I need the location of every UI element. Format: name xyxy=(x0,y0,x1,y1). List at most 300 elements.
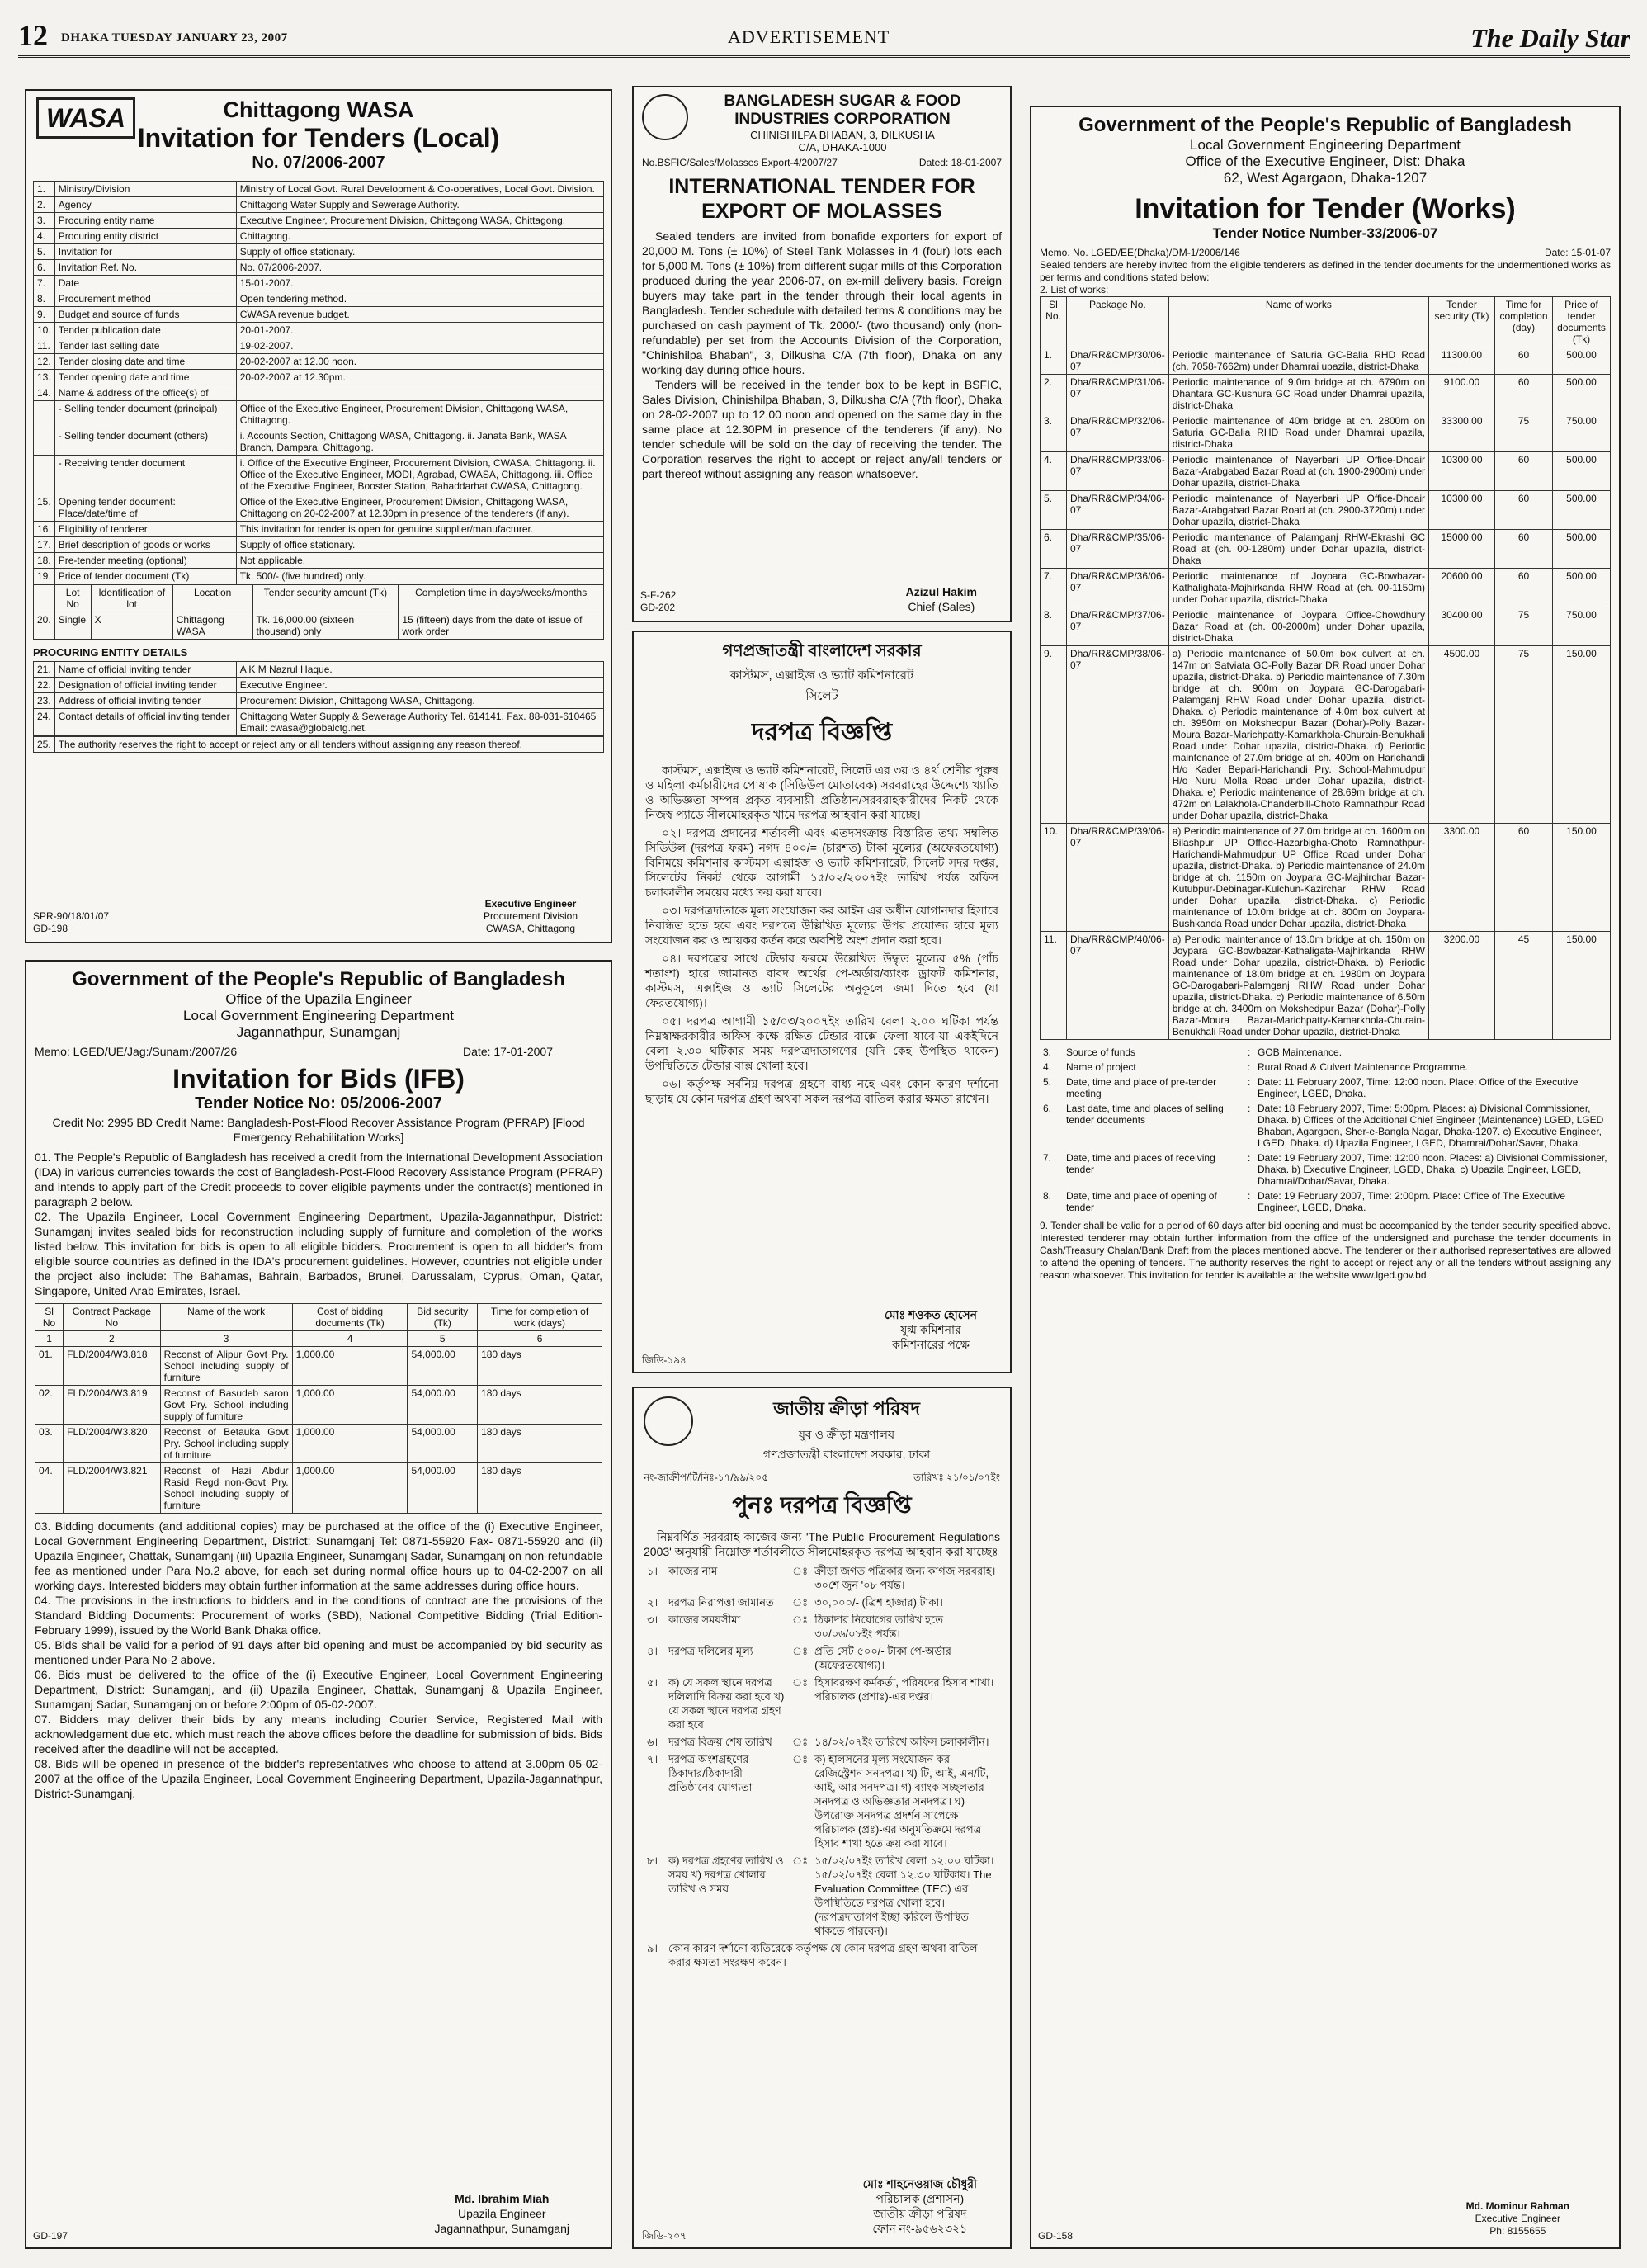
table-cell: 3300.00 xyxy=(1429,824,1495,932)
table-cell: 1,000.00 xyxy=(292,1425,408,1463)
row-label: Designation of official inviting tender xyxy=(54,678,236,693)
ifb-paragraph: 04. The provisions in the instructions to bidders and in the conditions of contract are the provisions of the Standard Bidding Documents: Procurement of works (SBD), National Competitive Bidding (Trial Edition-February 1999), issued by the World Bank Dhaka office. xyxy=(35,1594,602,1637)
row-label: Invitation for xyxy=(54,244,236,260)
row-value: No. 07/2006-2007. xyxy=(236,260,603,276)
wasa-code-2: GD-198 xyxy=(33,923,68,934)
table-row xyxy=(34,276,604,291)
nsc-sig-phone: ফোন নং-৯৫৬২৩২১ xyxy=(872,2222,968,2235)
ifb-signature xyxy=(435,2191,569,2236)
table-row xyxy=(1041,530,1611,569)
table-cell: ১৫/০২/০৭ইং তারিখ বেলা ১২.০০ ঘটিকা। ১৫/০২/০৭ইং বেলা ১২.৩০ ঘটিকায়। The Evaluation Committee (TEC) এর উপস্থিতিতে দরপত্র খোলা হবে। (দরপত্রদাতাগণ ইচ্ছা করিলে উপস্থিত থাকতে পারবেন)। xyxy=(814,1855,994,1937)
table-row xyxy=(644,1562,1000,1594)
bsfic-ref: No.BSFIC/Sales/Molasses Export-4/2007/27 xyxy=(642,157,838,168)
table-cell: Dha/RR&CMP/38/06-07 xyxy=(1067,646,1169,824)
column-number: 2 xyxy=(64,1331,161,1347)
table-cell: ঃ xyxy=(792,1753,809,1765)
table-row xyxy=(34,338,604,354)
bsfic-code-1: S-F-262 xyxy=(640,589,677,601)
lot-cell: Chittagong WASA xyxy=(172,612,252,640)
column-header: Tender security (Tk) xyxy=(1429,297,1495,347)
row-label: Tender closing date and time xyxy=(54,354,236,370)
table-cell: ৩০,০০০/- (ত্রিশ হাজার) টাকা। xyxy=(814,1596,943,1609)
table-row xyxy=(1040,1151,1611,1188)
table-row xyxy=(644,1642,1000,1674)
table-cell: 1,000.00 xyxy=(292,1386,408,1425)
table-row xyxy=(1040,1060,1611,1075)
info-cell: : xyxy=(1248,1076,1251,1088)
info-cell: : xyxy=(1248,1103,1251,1114)
lged-gov: Government of the People's Republic of Bangladesh xyxy=(1078,114,1572,136)
lged-dept: Local Government Engineering Department xyxy=(1190,137,1461,153)
table-row xyxy=(34,401,604,428)
wasa-codes xyxy=(33,910,109,935)
table-cell: 54,000.00 xyxy=(408,1463,478,1514)
lged-office: Office of the Executive Engineer, Dist: Dhaka xyxy=(1185,154,1465,169)
table-row xyxy=(34,569,604,584)
row-value: Not applicable. xyxy=(236,553,603,569)
ifb-sig-title: Upazila Engineer xyxy=(457,2207,546,2220)
info-cell: Date: 18 February 2007, Time: 5:00pm. Places: a) Divisional Commissioner, Dhaka. b) Offices of the Additional Chief Engineer (Maintenance) LGED, LGED Bhaban, Agargaon, Sher-e-Bangla Nagar, Dhaka-1207. c) Executive Engineer, LGED, Dhaka. d) Upazila Engineer, LGED, Dhamrai/Dohar/Savar, Dhaka. xyxy=(1258,1103,1604,1149)
row-label: Name & address of the office(s) of xyxy=(54,385,236,401)
table-cell: 4. xyxy=(1041,452,1067,491)
lot-cell: Single xyxy=(54,612,91,640)
table-cell: Dha/RR&CMP/35/06-07 xyxy=(1067,530,1169,569)
customs-sig-title: যুগ্ম কমিশনার xyxy=(900,1323,961,1336)
row-value: Executive Engineer. xyxy=(236,678,603,693)
table-cell: 11300.00 xyxy=(1429,347,1495,375)
table-cell: Dha/RR&CMP/34/06-07 xyxy=(1067,491,1169,530)
ifb-paragraphs xyxy=(35,1519,602,1801)
table-cell: ৩। xyxy=(647,1614,658,1626)
row-label: Procuring entity name xyxy=(54,213,236,229)
row-value: i. Office of the Executive Engineer, Procurement Division, CWASA, Chittagong. ii. Office of the Executive Engineer, MODI, Agrabad, CWASA, Chittagong. iii. Office of the Executive Engineer, Booster Station, Bahaddarhat CWASA, Chittagong. xyxy=(236,456,603,494)
table-cell: 60 xyxy=(1495,491,1553,530)
table-cell: Periodic maintenance of Palamganj RHW-Ekrashi GC Road at (ch. 00-1280m) under Dohar upazila, district-Dhaka xyxy=(1168,530,1428,569)
table-cell: 4500.00 xyxy=(1429,646,1495,824)
row-number: 18. xyxy=(34,553,55,569)
column-number: 3 xyxy=(160,1331,292,1347)
wasa-lot-table xyxy=(33,584,604,640)
row-value: Office of the Executive Engineer, Procurement Division, Chittagong WASA, Chittagong on 20-02-2007 at 12.30pm in presence of the tenderers (if any). xyxy=(236,494,603,522)
table-cell: কাজের সময়সীমা xyxy=(668,1614,741,1626)
ifb-paragraph: 06. Bids must be delivered to the office of the (i) Executive Engineer, Local Government Engineering Department, District: Sunamganj, and (ii) Upazila Engineer, Chattak, Sunamganj & Upazila Engineer, Sunamganj Sadar, Sunamganj on or before 2:00pm of 05-02-2007. xyxy=(35,1668,602,1711)
wasa-signature xyxy=(484,898,578,935)
customs-title: দরপত্র বিজ্ঞপ্তি xyxy=(751,719,893,746)
info-cell: Date: 11 February 2007, Time: 12:00 noon. Place: Office of the Executive Engineer, LGED, Dhaka. xyxy=(1258,1076,1579,1099)
nsc-ad xyxy=(632,1387,1012,2249)
lot-header: Tender security amount (Tk) xyxy=(252,585,399,612)
table-cell: 3200.00 xyxy=(1429,932,1495,1040)
table-row xyxy=(34,537,604,553)
bsfic-name-2: INDUSTRIES CORPORATION xyxy=(734,111,951,128)
row-value: CWASA revenue budget. xyxy=(236,307,603,323)
table-cell: Reconst of Alipur Govt Pry. School including supply of furniture xyxy=(160,1347,292,1386)
wasa-entity-header: PROCURING ENTITY DETAILS xyxy=(33,646,188,659)
row-number xyxy=(34,456,55,494)
lged-list-label: 2. List of works: xyxy=(1040,284,1109,295)
row-number: 16. xyxy=(34,522,55,537)
table-cell: 60 xyxy=(1495,452,1553,491)
lged-para-9: 9. Tender shall be valid for a period of 60 days after bid opening and must be accompanied by the tender security specified above. Interested tenderer may obtain further information from the office of the undersigned and purchase the tender documents in Cash/Treasury Chalan/Bank Draft from the places mentioned above. The tenderer or their authorised representatives are allowed to attend the opening of tenders. The authority reserves the right to accept or reject any or all the tenders without assigning any reason whatsoever. This invitation for tender is available at the website www.lged.gov.bd xyxy=(1040,1220,1611,1281)
table-row xyxy=(644,1751,1000,1852)
row-number: 4. xyxy=(34,229,55,244)
table-cell: হিসাবরক্ষণ কর্মকর্তা, পরিষদের হিসাব শাখা। পরিচালক (প্রশাঃ)-এর দপ্তর। xyxy=(814,1676,994,1703)
ifb-para-1: 01. The People's Republic of Bangladesh has received a credit from the International Development Association (IDA) in various currencies towards the cost of Bangladesh-Post-Flood Recovery Assistance Program (PFRAP) and intends to apply part of the Credit proceeds to cover eligible payments under the contract(s) mentioned in paragraph 2 below. xyxy=(35,1151,602,1208)
wasa-title: Chittagong WASA xyxy=(223,97,414,122)
row-number: 23. xyxy=(34,693,55,709)
ifb-credit: Credit No: 2995 BD Credit Name: Bangladesh-Post-Flood Recover Assistance Program (PFRAP) [Flood Emergency Rehabilitation Works] xyxy=(52,1116,585,1144)
wasa-tender-ad xyxy=(25,89,612,943)
column-header: Name of the work xyxy=(160,1304,292,1331)
table-cell: 500.00 xyxy=(1553,569,1611,607)
lged-intro: Sealed tenders are hereby invited from the eligible tenderers as defined in the tender documents for the undermentioned works as per terms and conditions stated below: xyxy=(1040,259,1611,283)
lged-memo-line xyxy=(1040,247,1611,259)
ifb-paragraph: 05. Bids shall be valid for a period of 91 days after bid opening and must be accompanied by bid security as mentioned under Para No-2 above. xyxy=(35,1638,602,1666)
row-value: A K M Nazrul Haque. xyxy=(236,662,603,678)
bsfic-para-1: Sealed tenders are invited from bonafide exporters for export of 20,000 M. Tons (± 10%) of Steel Tank Molasses in 4 (four) lots each for 5,000 M. Tons (± 10%) from different sugar mills of this Corporation produced during the year 2006-07, on ex-mill delivery basis. Foreign buyers may take part in the tender through their local agents in Bangladesh. Tender schedule with detailed terms & conditions may be purchased on cash payment of Tk. 2000/- (two thousand) only (non-refundable) per set from the Accounts Division of the Corporation, "Chinishilpa Bhaban", 3, Dilkusha C/A (7th floor), Dhaka on any working day during office hours. xyxy=(642,229,1002,376)
row-label: Address of official inviting tender xyxy=(54,693,236,709)
row-value: Open tendering method. xyxy=(236,291,603,307)
row-number: 13. xyxy=(34,370,55,385)
bsfic-sig-name: Azizul Hakim xyxy=(905,585,977,598)
row-label: Tender opening date and time xyxy=(54,370,236,385)
lot-header: Completion time in days/weeks/months xyxy=(399,585,604,612)
ifb-dept: Local Government Engineering Department xyxy=(183,1008,454,1023)
ifb-ad xyxy=(25,960,612,2249)
lged-address: 62, West Agargaon, Dhaka-1207 xyxy=(1223,170,1428,186)
info-cell: 4. xyxy=(1043,1061,1052,1073)
wasa-table xyxy=(33,181,604,584)
number-row xyxy=(35,1331,602,1347)
row-number: 12. xyxy=(34,354,55,370)
table-cell: Periodic maintenance of Saturia GC-Balia RHD Road (ch. 7058-7662m) under Dhamrai upazila, district-Dhaka xyxy=(1168,347,1428,375)
row-value: 20-02-2007 at 12.00 noon. xyxy=(236,354,603,370)
table-row xyxy=(34,693,604,709)
bsfic-signature xyxy=(906,584,977,614)
table-cell: ৪। xyxy=(647,1645,658,1657)
table-cell: 7. xyxy=(1041,569,1067,607)
header-row xyxy=(1041,297,1611,347)
header-row xyxy=(35,1304,602,1331)
info-cell: Source of funds xyxy=(1066,1047,1136,1058)
ifb-office: Office of the Upazila Engineer xyxy=(225,991,412,1007)
row-number: 11. xyxy=(34,338,55,354)
table-cell: FLD/2004/W3.819 xyxy=(64,1386,161,1425)
table-cell: 60 xyxy=(1495,375,1553,413)
table-cell: FLD/2004/W3.821 xyxy=(64,1463,161,1514)
table-row xyxy=(1041,375,1611,413)
nsc-name: জাতীয় ক্রীড়া পরিষদ xyxy=(773,1398,920,1419)
table-cell: 5. xyxy=(1041,491,1067,530)
bsfic-ref-line xyxy=(642,157,1002,169)
table-cell: কাজের নাম xyxy=(668,1565,718,1577)
customs-paragraph: ০৬। কর্তৃপক্ষ সর্বনিম্ন দরপত্র গ্রহণে বাধ্য নহে এবং কোন কারণ দর্শানো ছাড়াই যে কোন দরপত্র গ্রহণ অথবা সকল দরপত্র বাতিল করার ক্ষমতা রাখেন। xyxy=(645,1077,998,1105)
row-number: 17. xyxy=(34,537,55,553)
ifb-para-2: 02. The Upazila Engineer, Local Government Engineering Department, Upazila-Jagannathpur, District: Sunamganj invites sealed bids for reconstruction including supply of furniture and completion of the works listed below. This invitation for bids is open to all eligible bidders. Procurement is open to all bidder's from eligible source countries as defined in the IDA's procurement guidelines. However, countries not eligible under the project also include: The Bahamas, Bahrain, Barbados, Brunei, Darussalam, Cyprus, Oman, Qatar, Singapore, United Arab Emirates, Israel. xyxy=(35,1210,602,1297)
table-cell: 04. xyxy=(35,1463,64,1514)
table-row xyxy=(34,197,604,213)
nsc-table xyxy=(644,1562,1000,1971)
table-row xyxy=(644,1852,1000,1940)
row-label: Agency xyxy=(54,197,236,213)
table-row xyxy=(1041,646,1611,824)
table-cell: ১। xyxy=(647,1565,658,1577)
lged-info-table xyxy=(1040,1045,1611,1215)
nsc-sig-title: পরিচালক (প্রশাসন) xyxy=(875,2192,965,2205)
table-cell: Dha/RR&CMP/37/06-07 xyxy=(1067,607,1169,646)
table-cell: Periodic maintenance of Nayerbari UP Office-Dhoair Bazar-Arabgabad Bazar Road at (ch. 1900-2900m) under Dohar upazila, district-Dhaka xyxy=(1168,452,1428,491)
row-value: 19-02-2007. xyxy=(236,338,603,354)
row-label: - Selling tender document (principal) xyxy=(54,401,236,428)
table-cell: ৬। xyxy=(647,1736,658,1748)
row-number: 3. xyxy=(34,213,55,229)
table-cell: 60 xyxy=(1495,824,1553,932)
info-cell: : xyxy=(1248,1190,1251,1202)
ifb-location: Jagannathpur, Sunamganj xyxy=(236,1024,401,1040)
customs-paragraph: ০২। দরপত্র প্রদানের শর্তাবলী এবং এতদসংক্রান্ত বিস্তারিত তথ্য সম্বলিত সিডিউল (দরপত্র ফরম) নগদ ৪০০/= (চারশত) টাকা মূল্যের (অফেরতযোগ্য) বিনিময়ে কমিশনার কাস্টমস এক্সাইজ ও ভ্যাট কমিশনারেট, সিলেট সদর দপ্তর, সিলেটের নিকট থেকে আগামী ১৫/০২/২০০৭ইং তারিখ পর্যন্ত অফিস চলাকালীন সময়ের মধ্যে ক্রয় করা যাবে। xyxy=(645,826,998,899)
table-cell: Reconst of Hazi Abdur Rasid Regd non-Govt Pry. School including supply of furniture xyxy=(160,1463,292,1514)
ifb-memo-line xyxy=(35,1044,602,1059)
row-label: Price of tender document (Tk) xyxy=(54,569,236,584)
bsfic-name-1: BANGLADESH SUGAR & FOOD xyxy=(724,92,961,110)
lged-notice: Tender Notice Number-33/2006-07 xyxy=(1212,225,1438,241)
table-cell: 01. xyxy=(35,1347,64,1386)
lot-cell: Tk. 16,000.00 (sixteen thousand) only xyxy=(252,612,399,640)
table-cell: a) Periodic maintenance of 50.0m box culvert at ch. 147m on Satviata GC-Polly Bazar DR Road under Dohar upazila, district-Dhaka. b) Periodic maintenance of 7.30m bridge at ch. 900m on Joypara GC-Darogabari-Palamganj RHW Road under Dohar upazila, district-Dhaka. c) Periodic maintenance of 4.0m box culvert at ch. 3950m on Mokshedpur Bazar (Dohar)-Polly Bazar-Moura Bazar-Marichpatty-Kamarkhola-Churain-Benukhali Road under Dohar upazila, district-Dhaka. d) Periodic maintenance of 27.0m bridge at ch. 400m on Harichandi H/o Kader Bepari-Harichandi Pry. School-Mahmudpur H/o Nuru Molla Road under Dohar upazila, district-Dhaka. e) Periodic maintenance of 28.69m bridge at ch. 472m on Lalakhola-Chanderbill-Choto Ramnathpur Road under Dohar upazila, district-Dhaka xyxy=(1168,646,1428,824)
row-label: Eligibility of tenderer xyxy=(54,522,236,537)
lged-code: GD-158 xyxy=(1038,2230,1074,2242)
bsfic-title: INTERNATIONAL TENDER FOR EXPORT OF MOLASSES xyxy=(668,175,975,223)
table-cell: 54,000.00 xyxy=(408,1347,478,1386)
table-cell: Dha/RR&CMP/40/06-07 xyxy=(1067,932,1169,1040)
row-label: Date xyxy=(54,276,236,291)
column-number: 5 xyxy=(408,1331,478,1347)
lged-sig-title: Executive Engineer xyxy=(1475,2213,1561,2224)
lged-ad xyxy=(1030,106,1621,2249)
table-row xyxy=(34,260,604,276)
row-label: Opening tender document: Place/date/time of xyxy=(54,494,236,522)
row-label: - Selling tender document (others) xyxy=(54,428,236,456)
table-cell: ঠিকাদার নিয়োগের তারিখ হতে ৩০/০৬/০৮ইং পর্যন্ত। xyxy=(814,1614,943,1640)
ifb-memo: Memo: LGED/UE/Jag:/Sunam:/2007/26 xyxy=(35,1045,238,1058)
ifb-paragraph: 07. Bidders may deliver their bids by any means including Courier Service, Registered Mail with acknowledgement due etc. which must reach the above offices before the deadline for submission of bids. Bids received after the deadline will not be accepted. xyxy=(35,1713,602,1755)
nsc-intro: নিম্নবর্ণিত সরবরাহ কাজের জন্য 'The Public Procurement Regulations 2003' অনুযায়ী নিম্নোক্ত শর্তাবলীতে সীলমোহরকৃত দরপত্র আহবান করা যাচ্ছেঃ xyxy=(644,1530,1000,1558)
row-number: 22. xyxy=(34,678,55,693)
customs-paragraph: কাস্টমস, এক্সাইজ ও ভ্যাট কমিশনারেট, সিলেট এর ৩য় ও ৪র্থ শ্রেণীর পুরুষ ও মহিলা কর্মচারীদের পোষাক (সিডিউল মোতাবেক) সরবরাহের উদ্দেশ্যে খ্যাতি ও অভিজ্ঞতা সম্পন্ন প্রকৃত ব্যবসায়ী প্রতিষ্ঠান/সরবরাহকারীদের নিকট থেকে নিজস্ব প্যাডে সীলমোহরকৃত খামে দরপত্র আহবান করা যাচ্ছে। xyxy=(645,763,998,821)
bsfic-date: Dated: 18-01-2007 xyxy=(918,157,1002,168)
column-number: 6 xyxy=(478,1331,602,1347)
row-number: 24. xyxy=(34,709,55,736)
column-header: Cost of bidding documents (Tk) xyxy=(292,1304,408,1331)
nsc-ref: নং-জাক্রীপ/টি/নিঃ-১৭/৯৯/২০৫ xyxy=(644,1472,769,1483)
nsc-ref-line xyxy=(644,1472,1000,1484)
column-header: Package No. xyxy=(1067,297,1169,347)
table-cell: a) Periodic maintenance of 27.0m bridge at ch. 1600m on Bilashpur UP Office-Hazarbigha-Choto Ramnathpur-Harichandi-Mahmudpur UP Office Road under Dohar upazila, district-Dhaka. b) Periodic maintenance of 24.0m bridge at ch. 1150m on Joypara GC-Majhirchar Bazar-Kutubpur-Debinagar-Kulchun-Kazirchar RHW Road under Dohar upazila, district-Dhaka. c) Periodic maintenance of 10.0m bridge at ch. 800m on Joypara-Bushkanda Road under Dohar upazila, district-Dhaka xyxy=(1168,824,1428,932)
table-row xyxy=(34,662,604,678)
row-label: Contact details of official inviting tender xyxy=(54,709,236,736)
bsfic-address-1: CHINISHILPA BHABAN, 3, DILKUSHA xyxy=(750,129,935,141)
customs-sig-name: মোঃ শওকত হোসেন xyxy=(885,1308,977,1321)
row-number: 21. xyxy=(34,662,55,678)
table-cell: 750.00 xyxy=(1553,607,1611,646)
table-cell: ক) দরপত্র গ্রহণের তারিখ ও সময় খ) দরপত্র খোলার তারিখ ও সময় xyxy=(668,1855,784,1895)
wasa-sig-org: CWASA, Chittagong xyxy=(485,923,576,934)
customs-code: জিডি-১৯৪ xyxy=(642,1354,687,1366)
table-cell: 150.00 xyxy=(1553,646,1611,824)
info-cell: 3. xyxy=(1043,1047,1052,1058)
info-cell: Date, time and place of opening of tender xyxy=(1066,1190,1217,1213)
table-row xyxy=(1041,347,1611,375)
lot-header: Location xyxy=(172,585,252,612)
customs-paragraphs xyxy=(645,763,998,1106)
wasa-entity-table xyxy=(33,661,604,736)
table-cell: 500.00 xyxy=(1553,530,1611,569)
table-row xyxy=(1041,607,1611,646)
table-row xyxy=(644,1594,1000,1611)
table-row xyxy=(1041,932,1611,1040)
info-cell: Last date, time and places of selling tender documents xyxy=(1066,1103,1224,1126)
row-value: 15-01-2007. xyxy=(236,276,603,291)
wasa-note-number: 25. xyxy=(34,737,55,753)
lged-sig-phone: Ph: 8155655 xyxy=(1489,2225,1546,2237)
customs-gov: গণপ্রজাতন্ত্রী বাংলাদেশ সরকার xyxy=(722,642,922,660)
nsc-sig-name: মোঃ শাহনেওয়াজ চৌধুরী xyxy=(862,2177,977,2190)
table-row xyxy=(644,1940,1000,1971)
row-value: Chittagong. xyxy=(236,229,603,244)
info-cell: 8. xyxy=(1043,1190,1052,1202)
table-cell: প্রতি সেট ৫০০/- টাকা পে-অর্ডার (অফেরতযোগ্য)। xyxy=(814,1645,951,1671)
table-row xyxy=(34,709,604,736)
table-cell: 9. xyxy=(1041,646,1067,824)
info-cell: Name of project xyxy=(1066,1061,1136,1073)
table-cell: Periodic maintenance of Nayerbari UP Office-Dhoair Bazar-Arabgabad Bazar Road at (ch. 2900-3720m) under Dohar upazila, district-Dhaka xyxy=(1168,491,1428,530)
info-cell: : xyxy=(1248,1061,1251,1073)
row-value: Chittagong Water Supply & Sewerage Authority Tel. 614141, Fax. 88-031-610465 Email: cwasa@globalctg.net. xyxy=(236,709,603,736)
table-row xyxy=(34,323,604,338)
info-cell: 7. xyxy=(1043,1152,1052,1164)
table-row xyxy=(1041,491,1611,530)
table-cell: ২। xyxy=(647,1596,658,1609)
table-cell: Dha/RR&CMP/32/06-07 xyxy=(1067,413,1169,452)
row-number: 14. xyxy=(34,385,55,401)
wasa-sig-division: Procurement Division xyxy=(483,910,578,922)
info-cell: Date, time and places of receiving tender xyxy=(1066,1152,1215,1175)
table-row xyxy=(34,307,604,323)
bsfic-ad xyxy=(632,86,1012,622)
row-label: Tender publication date xyxy=(54,323,236,338)
table-cell: দরপত্র নিরাপত্তা জামানত xyxy=(668,1596,774,1609)
issue-date: DHAKA TUESDAY JANUARY 23, 2007 xyxy=(61,31,288,45)
table-cell: Periodic maintenance of 40m bridge at ch. 2800m on Saturia GC-Balia RHD Road under Dhamrai upazila, district-Dhaka xyxy=(1168,413,1428,452)
ifb-paragraph: 03. Bidding documents (and additional copies) may be purchased at the office of the (i) Executive Engineer, Local Government Engineering Department, District: Sunamganj Tel: 0871-55920 Fax- 0871-55920 and (ii) Upazila Engineer, Chattak, Sunamganj (iii) Upazila Engineer, Sunamganj Sadar, Sunamganj on non-refundable fee as mentioned under Para No.2 above, for each set during normal office hours up to 04-02-2007 on all working days. Interested bidders may obtain further information at the same addresses during office hours. xyxy=(35,1519,602,1592)
table-cell: ক্রীড়া জগত পত্রিকার জন্য কাগজ সরবরাহ। ৩০শে জুন '০৮ পর্যন্ত। xyxy=(814,1565,996,1591)
table-cell: Dha/RR&CMP/33/06-07 xyxy=(1067,452,1169,491)
table-cell: 150.00 xyxy=(1553,932,1611,1040)
table-cell: Periodic maintenance of Joypara GC-Bowbazar-Kathalighata-Majhirkanda RHW Road at (ch. 00-1150m) under Dohar upazila, district-Dhaka xyxy=(1168,569,1428,607)
column-header: Sl No. xyxy=(1041,297,1067,347)
wasa-note-row xyxy=(33,736,604,753)
table-cell: 60 xyxy=(1495,347,1553,375)
table-cell: দরপত্র অংশগ্রহণের ঠিকাদার/ঠিকাদারী প্রতিষ্ঠানের যোগ্যতা xyxy=(668,1753,753,1793)
row-label: Budget and source of funds xyxy=(54,307,236,323)
row-label: Procurement method xyxy=(54,291,236,307)
lged-memo: Memo. No. LGED/EE(Dhaka)/DM-1/2006/146 xyxy=(1040,247,1240,258)
row-value xyxy=(236,385,603,401)
row-value: This invitation for tender is open for genuine supplier/manufacturer. xyxy=(236,522,603,537)
table-cell: ১৪/০২/০৭ইং তারিখে অফিস চলাকালীন। xyxy=(814,1736,989,1748)
ifb-title: Invitation for Bids (IFB) xyxy=(172,1064,465,1094)
table-cell: 500.00 xyxy=(1553,491,1611,530)
ifb-table xyxy=(35,1303,602,1514)
masthead xyxy=(18,15,1630,58)
table-row xyxy=(34,678,604,693)
row-label: Ministry/Division xyxy=(54,182,236,197)
table-cell: ঃ xyxy=(792,1614,809,1626)
table-row xyxy=(644,1674,1000,1733)
row-value: i. Accounts Section, Chittagong WASA, Chittagong. ii. Janata Bank, WASA Branch, Dampara, Chittagong. xyxy=(236,428,603,456)
table-cell: 60 xyxy=(1495,530,1553,569)
table-cell: ঃ xyxy=(792,1855,809,1867)
customs-paragraph: ০৫। দরপত্র আগামী ১৫/০৩/২০০৭ইং তারিখ বেলা ২.০০ ঘটিকা পর্যন্ত নিম্নস্বাক্ষরকারীর অফিস কক্ষে রক্ষিত টেন্ডার বাক্সে ফেলা যাবে-যা একইদিনে বেলা ২.৩০ ঘটিকার সময় দরপত্রদাতাগণের (যদি কেহ উপস্থিত থাকেন) উপস্থিতিতে টেন্ডার বাক্স খোলা হবে। xyxy=(645,1014,998,1072)
table-row xyxy=(34,213,604,229)
row-label: Procuring entity district xyxy=(54,229,236,244)
table-row xyxy=(1040,1045,1611,1060)
bsfic-codes xyxy=(640,589,676,614)
lot-cell: 20. xyxy=(34,612,55,640)
table-cell: ৫। xyxy=(647,1676,658,1689)
nsc-date: তারিখঃ ২১/০১/০৭ইং xyxy=(913,1472,1000,1483)
lot-header: Identification of lot xyxy=(91,585,172,612)
bsfic-logo-icon xyxy=(642,94,688,140)
row-label: Invitation Ref. No. xyxy=(54,260,236,276)
table-cell: 75 xyxy=(1495,607,1553,646)
table-cell: ক) হালসনের মূল্য সংযোজন কর রেজিস্ট্রেশন সনদপত্র। খ) টি, আই, এন/টি, আই, আর সনদপত্র। গ) ব্যাংক সচ্ছলতার সনদপত্র ও অভিজ্ঞতার সনদপত্র। ঘ) উপরোক্ত সনদপত্র প্রদর্শন সাপেক্ষে পরিচালক (প্রঃ)-এর অনুমতিক্রমে দরপত্র হিসাব শাখা হতে ক্রয় করা যাবে। xyxy=(814,1753,989,1850)
section-label: ADVERTISEMENT xyxy=(728,26,890,47)
nsc-code: জিডি-২০৭ xyxy=(642,2230,687,2242)
row-value: 20-02-2007 at 12.30pm. xyxy=(236,370,603,385)
wasa-logo: WASA xyxy=(36,97,135,139)
column-header: Time for completion of work (days) xyxy=(478,1304,602,1331)
row-value: Executive Engineer, Procurement Division, Chittagong WASA, Chittagong. xyxy=(236,213,603,229)
bsfic-code-2: GD-202 xyxy=(640,602,676,613)
ifb-code: GD-197 xyxy=(33,2230,68,2242)
column-header: Time for completion (day) xyxy=(1495,297,1553,347)
row-value: Procurement Division, Chittagong WASA, Chittagong. xyxy=(236,693,603,709)
table-row xyxy=(35,1386,602,1425)
customs-sig-behalf: কমিশনারের পক্ষে xyxy=(892,1338,970,1351)
table-cell: Periodic maintenance of 9.0m bridge at ch. 6790m on Dhantara GC-Kushura GC Road under Dhamrai upazila, district-Dhaka xyxy=(1168,375,1428,413)
lged-title: Invitation for Tender (Works) xyxy=(1135,193,1516,224)
row-number xyxy=(34,401,55,428)
column-number: 1 xyxy=(35,1331,64,1347)
wasa-number: No. 07/2006-2007 xyxy=(252,154,385,172)
nsc-signature xyxy=(863,2176,977,2236)
row-number: 7. xyxy=(34,276,55,291)
table-row xyxy=(35,1425,602,1463)
wasa-heading: Invitation for Tenders (Local) xyxy=(137,123,500,153)
column-header: Bid security (Tk) xyxy=(408,1304,478,1331)
table-cell: 30400.00 xyxy=(1429,607,1495,646)
table-cell: Reconst of Basudeb saron Govt Pry. School including supply of furniture xyxy=(160,1386,292,1425)
row-label: - Receiving tender document xyxy=(54,456,236,494)
table-cell: 45 xyxy=(1495,932,1553,1040)
row-number: 9. xyxy=(34,307,55,323)
table-row xyxy=(1041,824,1611,932)
table-cell: ক) যে সকল স্থানে দরপত্র দলিলাদি বিক্রয় করা হবে খ) যে সকল স্থানে দরপত্র গ্রহণ করা হবে xyxy=(668,1676,785,1731)
column-header: Sl No xyxy=(35,1304,64,1331)
column-header: Price of tender documents (Tk) xyxy=(1553,297,1611,347)
row-number: 1. xyxy=(34,182,55,197)
